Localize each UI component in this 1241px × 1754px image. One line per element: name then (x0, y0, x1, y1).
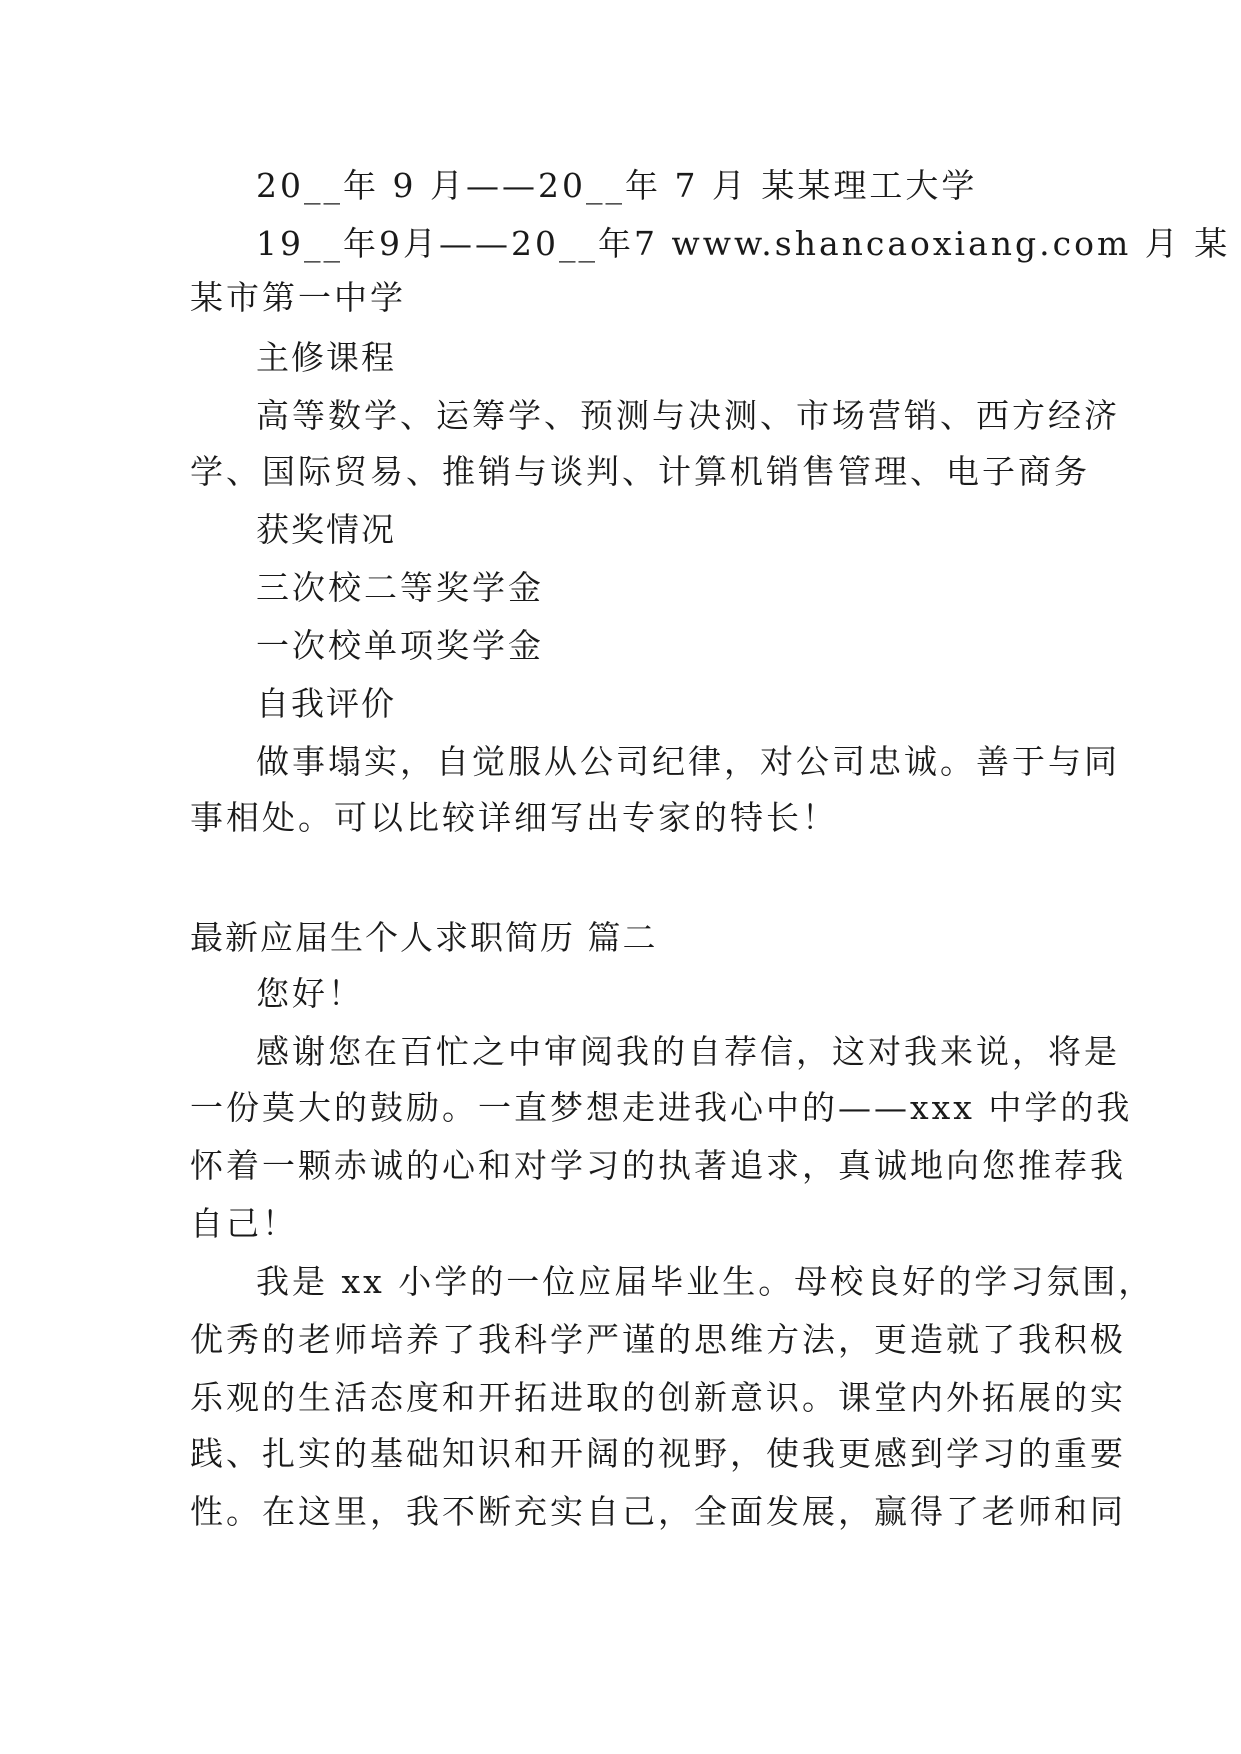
self-eval-heading: 自我评价 (256, 684, 396, 723)
paragraph-1-line: 感谢您在百忙之中审阅我的自荐信，这对我来说，将是 (256, 1032, 1120, 1071)
self-eval-line-1: 做事塌实，自觉服从公司纪律，对公司忠诚。善于与同 (256, 742, 1120, 781)
education-line-2-continued: 某市第一中学 (190, 278, 406, 317)
award-item-1: 三次校二等奖学金 (256, 568, 544, 607)
paragraph-1-line: 一份莫大的鼓励。一直梦想走进我心中的——xxx 中学的我 (190, 1088, 1133, 1127)
paragraph-2-line: 优秀的老师培养了我科学严谨的思维方法，更造就了我积极 (190, 1320, 1126, 1359)
self-eval-line-2: 事相处。可以比较详细写出专家的特长！ (190, 798, 838, 837)
paragraph-2-line: 乐观的生活态度和开拓进取的创新意识。课堂内外拓展的实 (190, 1378, 1126, 1417)
courses-heading: 主修课程 (256, 338, 396, 377)
paragraph-1-line: 怀着一颗赤诚的心和对学习的执著追求，真诚地向您推荐我 (190, 1146, 1126, 1185)
paragraph-2-line: 性。在这里，我不断充实自己，全面发展，赢得了老师和同 (190, 1492, 1126, 1531)
section-title: 最新应届生个人求职简历 篇二 (190, 918, 658, 957)
paragraph-2-line: 践、扎实的基础知识和开阔的视野，使我更感到学习的重要 (190, 1434, 1126, 1473)
paragraph-1-line: 自己！ (190, 1204, 298, 1243)
greeting: 您好！ (256, 974, 364, 1013)
awards-heading: 获奖情况 (256, 510, 396, 549)
paragraph-2-line: 我是 xx 小学的一位应届毕业生。母校良好的学习氛围， (256, 1262, 1155, 1301)
education-line-1: 20__年 9 月——20__年 7 月 某某理工大学 (256, 166, 978, 205)
education-line-2: 19__年9月——20__年7 www.shancaoxiang.com 月 某 (256, 224, 1231, 263)
award-item-2: 一次校单项奖学金 (256, 626, 544, 665)
courses-line-2: 学、国际贸易、推销与谈判、计算机销售管理、电子商务 (190, 452, 1090, 491)
courses-line-1: 高等数学、运筹学、预测与决测、市场营销、西方经济 (256, 396, 1120, 435)
